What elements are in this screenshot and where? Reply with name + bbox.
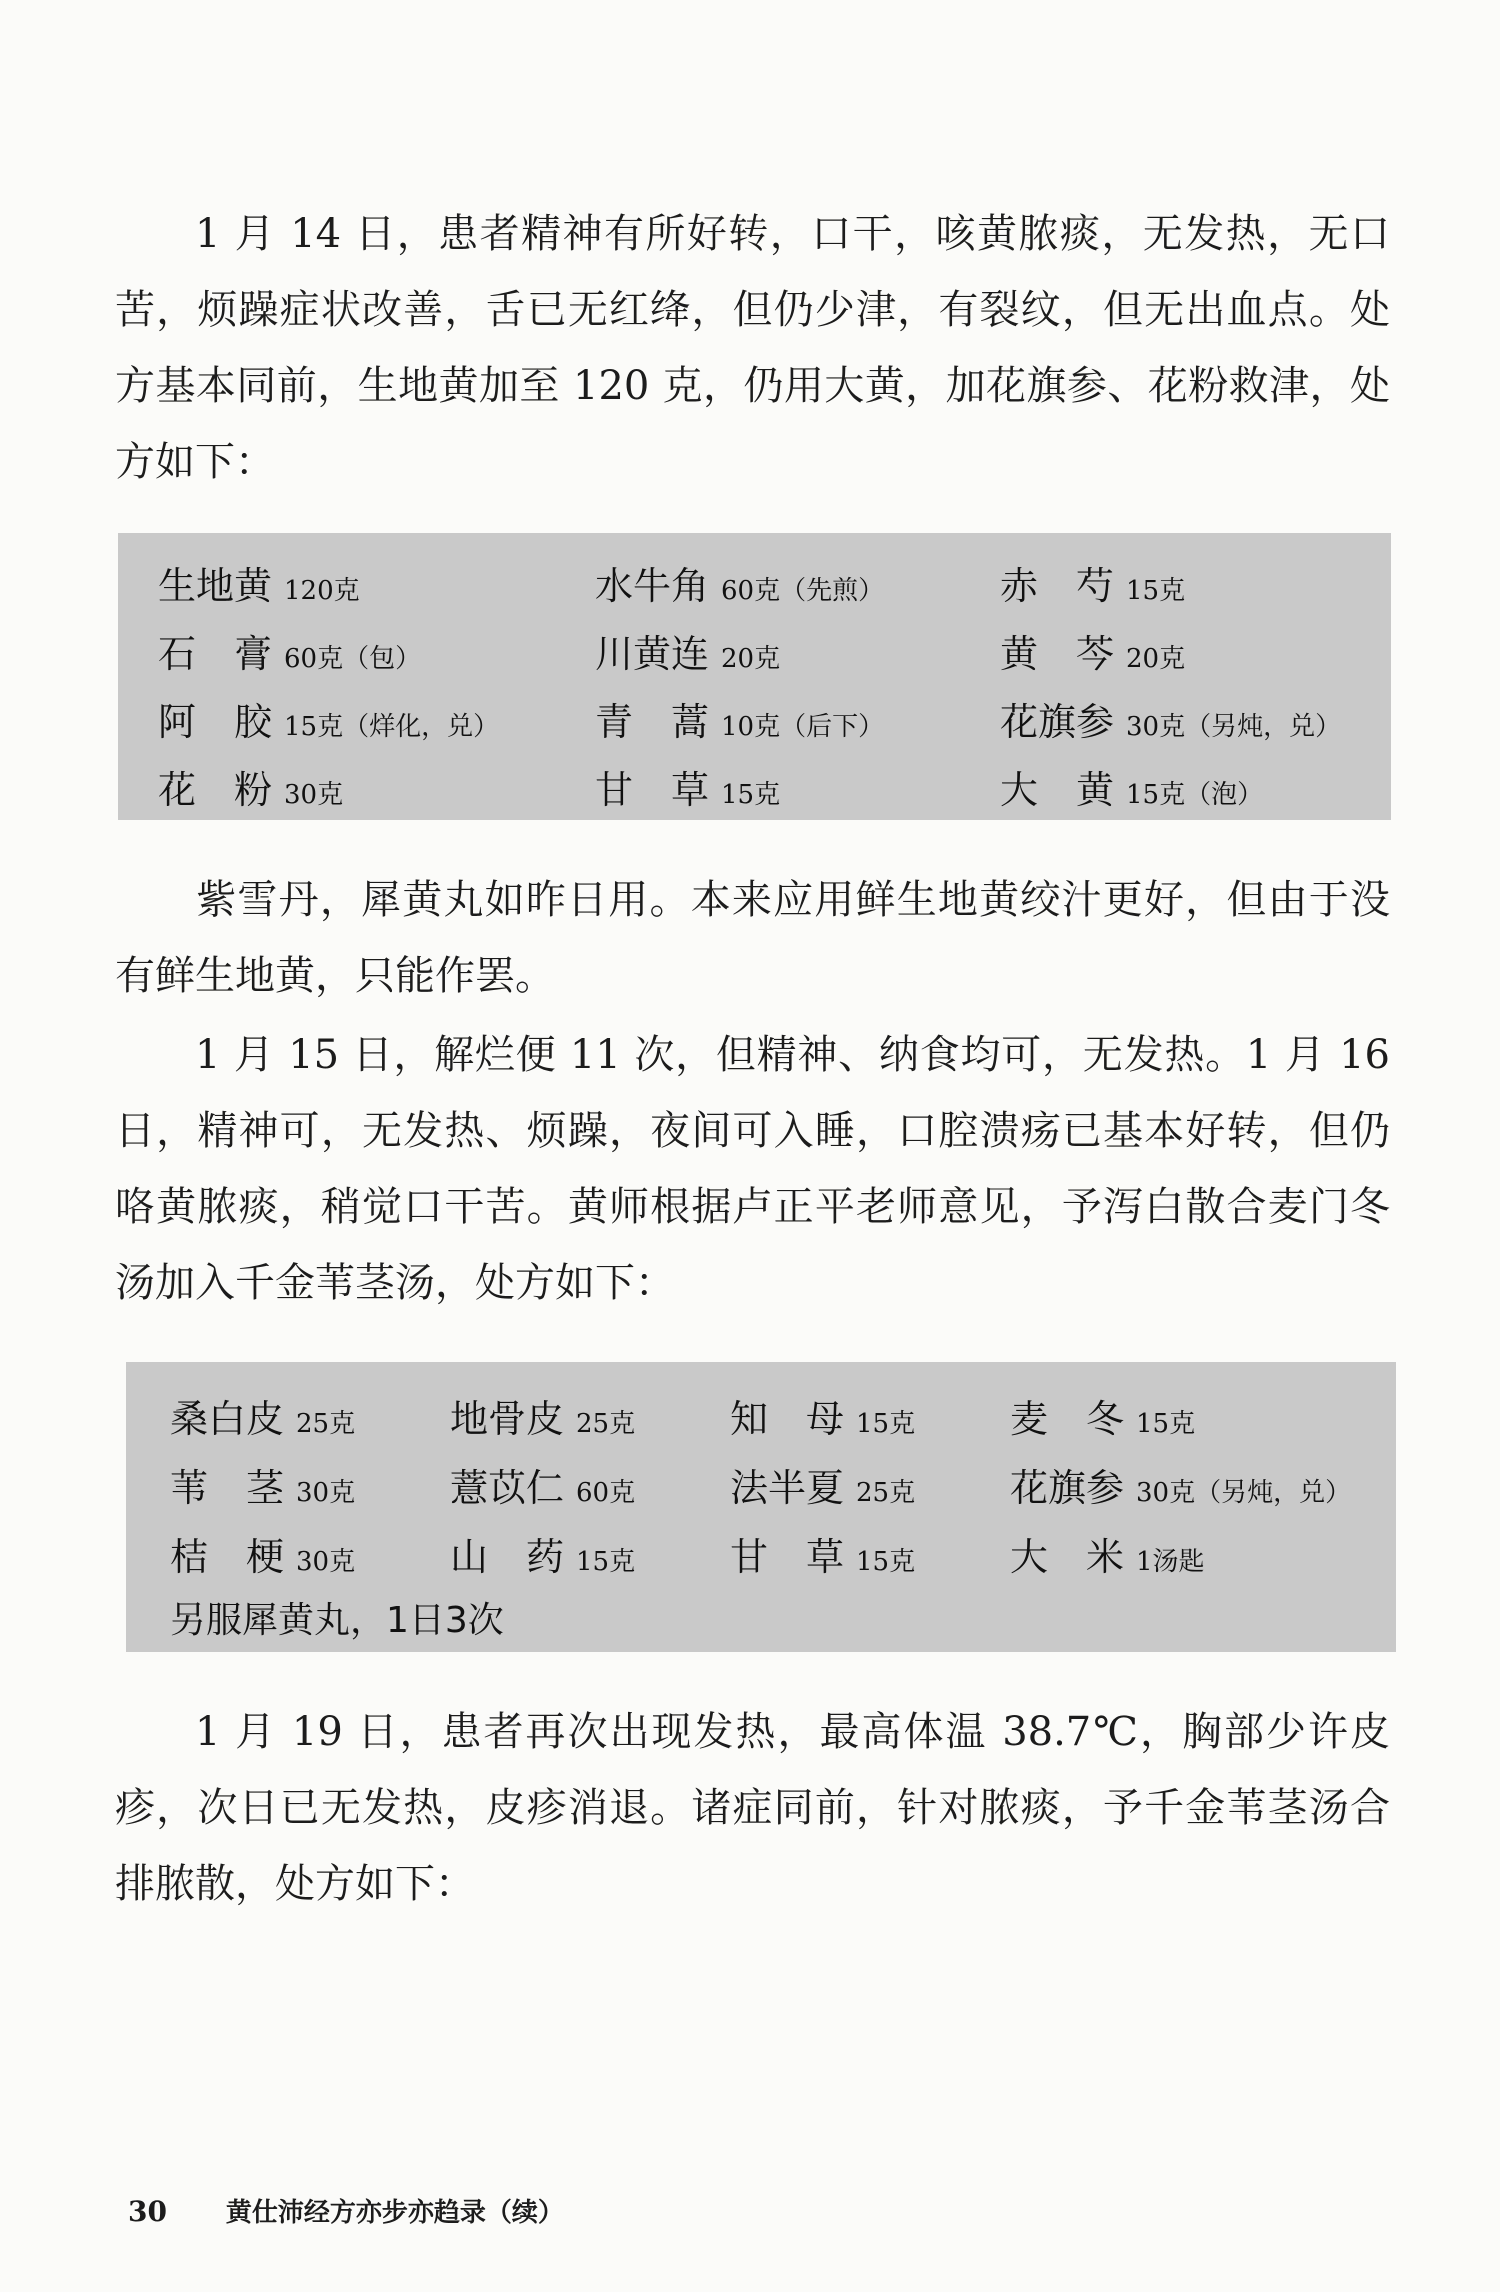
herb-dose: 15克 (1136, 1409, 1196, 1439)
rx2-item-6 (450, 1457, 635, 1512)
rx2-item-11 (730, 1526, 915, 1581)
herb-name: 黄芩 (1000, 632, 1114, 676)
rx1-item-10 (158, 759, 343, 814)
herb-name: 薏苡仁 (450, 1466, 565, 1510)
herb-dose: 10克（后下） (721, 712, 885, 742)
herb-name: 阿胶 (158, 700, 272, 744)
paragraph-zixuedan: 紫雪丹，犀黄丸如昨日用。本来应用鲜生地黄绞汁更好，但由于没有鲜生地黄，只能作罢。 (115, 877, 1390, 999)
herb-name: 大黄 (1000, 768, 1114, 812)
herb-name: 桑白皮 (170, 1397, 285, 1441)
herb-dose: 1汤匙 (1136, 1547, 1205, 1577)
rx2-item-1 (170, 1388, 355, 1443)
rx2-item-4 (1010, 1388, 1195, 1443)
herb-dose: 60克（包） (284, 644, 422, 674)
herb-name: 花粉 (158, 768, 272, 812)
prescription-2-note: 另服犀黄丸，1日3次 (170, 1600, 504, 1641)
herb-dose: 25克 (856, 1478, 916, 1508)
herb-name: 甘草 (595, 768, 709, 812)
herb-name: 法半夏 (730, 1466, 845, 1510)
rx1-item-7 (158, 691, 499, 746)
rx1-item-6 (1000, 623, 1185, 678)
rx2-item-2 (450, 1388, 635, 1443)
rx1-item-5 (595, 623, 780, 678)
herb-dose: 15克（烊化，兑） (284, 712, 500, 742)
herb-dose: 30克 (284, 780, 344, 810)
herb-name: 花旗参 (1010, 1466, 1125, 1510)
herb-dose: 15克（泡） (1126, 780, 1264, 810)
herb-name: 花旗参 (1000, 700, 1115, 744)
herb-dose: 30克 (296, 1547, 356, 1577)
herb-dose: 60克 (576, 1478, 636, 1508)
rx1-item-2 (595, 555, 884, 610)
herb-name: 川黄连 (595, 632, 710, 676)
herb-name: 生地黄 (158, 564, 273, 608)
herb-dose: 30克 (296, 1478, 356, 1508)
herb-name: 甘草 (730, 1535, 844, 1579)
herb-name: 石膏 (158, 632, 272, 676)
rx1-item-9 (1000, 691, 1341, 746)
herb-name: 青蒿 (595, 700, 709, 744)
herb-name: 麦冬 (1010, 1397, 1124, 1441)
herb-dose: 30克（另炖，兑） (1126, 712, 1342, 742)
herb-name: 大米 (1010, 1535, 1124, 1579)
rx1-item-3 (1000, 555, 1185, 610)
herb-name: 水牛角 (595, 564, 710, 608)
herb-dose: 120克 (284, 576, 360, 606)
herb-name: 山药 (450, 1535, 564, 1579)
rx1-item-8 (595, 691, 884, 746)
herb-dose: 20克 (721, 644, 781, 674)
book-title: 黄仕沛经方亦步亦趋录（续） (225, 2198, 564, 2228)
herb-dose: 30克（另炖，兑） (1136, 1478, 1352, 1508)
herb-name: 地骨皮 (450, 1397, 565, 1441)
herb-dose: 20克 (1126, 644, 1186, 674)
page-footer (128, 2192, 564, 2229)
herb-dose: 15克 (721, 780, 781, 810)
rx1-item-12 (1000, 759, 1263, 814)
rx2-item-8 (1010, 1457, 1351, 1512)
paragraph-jan19: 1 月 19 日，患者再次出现发热，最高体温 38.7℃，胸部少许皮疹，次日已无发热，皮疹消退。诸症同前，针对脓痰，予千金苇茎汤合排脓散，处方如下： (115, 1709, 1390, 1907)
herb-dose: 15克 (856, 1409, 916, 1439)
rx2-item-12 (1010, 1526, 1205, 1581)
herb-name: 赤芍 (1000, 564, 1114, 608)
rx2-item-3 (730, 1388, 915, 1443)
paragraph-jan15-16: 1 月 15 日，解烂便 11 次，但精神、纳食均可，无发热。1 月 16 日，精神可，无发热、烦躁，夜间可入睡，口腔溃疡已基本好转，但仍咯黄脓痰，稍觉口干苦。黄师根据卢正平老师意见，予泻白散合麦门冬汤加入千金苇茎汤，处方如下： (115, 1032, 1390, 1306)
paragraph-jan14: 1 月 14 日，患者精神有所好转，口干，咳黄脓痰，无发热，无口苦，烦躁症状改善，舌已无红绛，但仍少津，有裂纹，但无出血点。处方基本同前，生地黄加至 120 克，仍用大黄，加花旗参、花粉救津，处方如下： (115, 211, 1390, 485)
herb-dose: 15克 (856, 1547, 916, 1577)
herb-dose: 60克（先煎） (721, 576, 885, 606)
herb-name: 桔梗 (170, 1535, 284, 1579)
herb-name: 知母 (730, 1397, 844, 1441)
rx1-item-11 (595, 759, 780, 814)
rx2-item-10 (450, 1526, 635, 1581)
rx1-item-1 (158, 555, 360, 610)
rx1-item-4 (158, 623, 421, 678)
herb-dose: 25克 (296, 1409, 356, 1439)
herb-name: 苇茎 (170, 1466, 284, 1510)
rx2-item-5 (170, 1457, 355, 1512)
page-number: 30 (128, 2195, 167, 2228)
herb-dose: 25克 (576, 1409, 636, 1439)
rx2-item-9 (170, 1526, 355, 1581)
herb-dose: 15克 (576, 1547, 636, 1577)
rx2-item-7 (730, 1457, 915, 1512)
herb-dose: 15克 (1126, 576, 1186, 606)
